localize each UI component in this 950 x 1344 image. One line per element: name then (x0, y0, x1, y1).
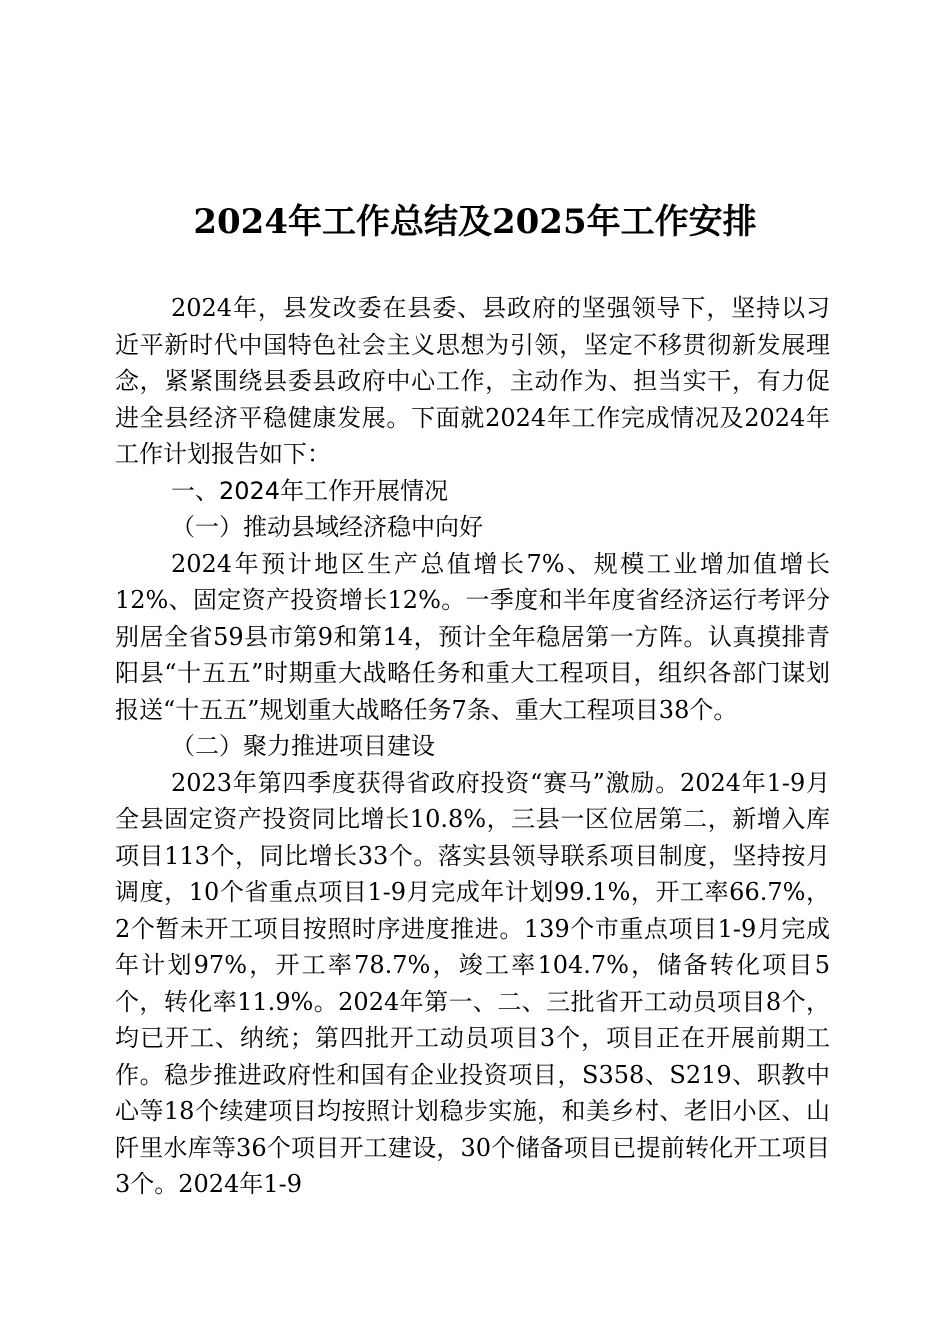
projects-paragraph: 2023年第四季度获得省政府投资“赛马”激励。2024年1-9月全县固定资产投资同比增长10.8%，三县一区位居第二，新增入库项目113个，同比增长33个。落实县领导联系项目制度，坚持按月调度，10个省重点项目1-9月完成年计划99.1%，开工率66.7%，2个暂未开工项目按照时序进度推进。139个市重点项目1-9月完成年计划97%，开工率78.7%，竣工率104.7%，储备转化项目5个，转化率11.9%。2024年第一、二、三批省开工动员项目8个，均已开工、纳统；第四批开工动员项目3个，项目正在开展前期工作。稳步推进政府性和国有企业投资项目，S358、S219、职教中心等18个续建项目均按照计划稳步实施，和美乡村、老旧小区、山阡里水库等36个项目开工建设，30个储备项目已提前转化开工项目3个。2024年1-9 (115, 768, 830, 1198)
intro-paragraph: 2024年，县发改委在县委、县政府的坚强领导下，坚持以习近平新时代中国特色社会主义思想为引领，坚定不移贯彻新发展理念，紧紧围绕县委县政府中心工作，主动作为、担当实干，有力促进全县经济平稳健康发展。下面就2024年工作完成情况及2024年工作计划报告如下： (115, 294, 830, 468)
section-heading-1: 一、2024年工作开展情况 (171, 476, 449, 505)
document-title: 2024年工作总结及2025年工作安排 (193, 202, 757, 242)
subsection-heading-2: （二）聚力推进项目建设 (171, 732, 435, 760)
document-body (115, 290, 830, 1203)
economy-paragraph: 2024年预计地区生产总值增长7%、规模工业增加值增长12%、固定资产投资增长12%。一季度和半年度省经济运行考评分别居全省59县市第9和第14，预计全年稳居第一方阵。认真摸排青阳县“十五五”时期重大战略任务和重大工程项目，组织各部门谋划报送“十五五”规划重大战略任务7条、重大工程项目38个。 (115, 549, 830, 724)
subsection-heading-1: （一）推动县域经济稳中向好 (171, 513, 483, 541)
